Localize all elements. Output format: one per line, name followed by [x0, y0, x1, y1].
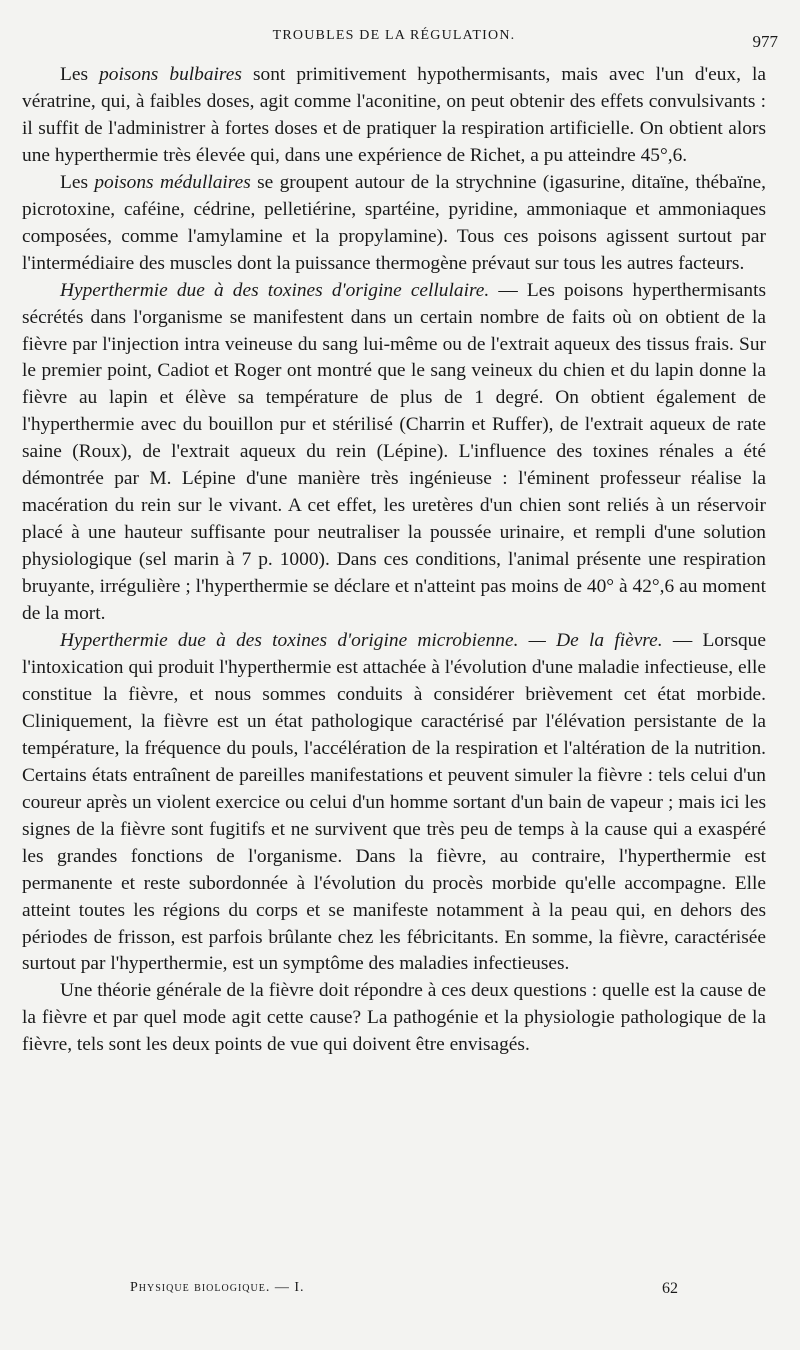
paragraph-text: Une théorie générale de la fièvre doit répondre à ces deux questions : quelle est la cause de la fièvre et par quel mode agit cette cause? La pathogénie et la physiologie pathologique de la fièvre, tels sont les deux points de vue qui doivent être envisagés.: [22, 980, 766, 1056]
paragraph-text: sont primitivement hypothermisants, mais avec l'un d'eux, la vératrine, qui, à faibles doses, agit comme l'aconitine, on peut obtenir des effets convulsivants : il suffit de l'administrer à fortes doses et de pratiquer la respiration artificielle. On obtient alors une hyperthermie très élevée qui, dans une expérience de Richet, a pu atteindre 45°,6.: [22, 64, 766, 166]
paragraph-italic-term: poisons médullaires: [94, 171, 251, 193]
paragraph-text: — Lorsque l'intoxication qui produit l'hyperthermie est attachée à l'évolution d'une maladie infectieuse, elle constitue la fièvre, et nous sommes conduits à considérer brièvement cet état morbide. Cliniquement, la fièvre est un état pathologique caractérisé par l'élévation persistante de la température, la fréquence du pouls, l'accélération de la respiration et l'altération de la nutrition. Certains états entraînent de pareilles manifestations et peuvent simuler la fièvre : tels celui d'un coureur après un violent exercice ou celui d'un homme sortant d'un bain de vapeur ; mais ici les signes de la fièvre sont fugitifs et ne survivent que très peu de temps à la cause qui a exaspéré les grandes fonctions de l'organisme. Dans la fièvre, au contraire, l'hyperthermie est permanente et reste subordonnée à l'évolution du procès morbide qu'elle accompagne. Elle atteint toutes les régions du corps et se manifeste notamment à la peau qui, en dehors des périodes de frisson, est parfois brûlante chez les fébricitants. En somme, la fièvre, caractérisée surtout par l'hyperthermie, est un symptôme des maladies infectieuses.: [22, 630, 766, 975]
running-header: [22, 28, 778, 52]
paragraph-toxines-cellulaires: [22, 278, 766, 628]
paragraph-toxines-microbiennes: [22, 628, 766, 978]
footer-signature-number: 62: [662, 1280, 678, 1297]
paragraph-text: se groupent autour de la strychnine (igasurine, ditaïne, thébaïne, picrotoxine, caféine, cédrine, pelletiérine, spartéine, pyridine, ammoniaque et ammoniaques composées, comme l'amylamine et la propylamine). Tous ces poisons agissent surtout par l'intermédiaire des muscles dont la puissance thermogène prévaut sur tous les autres facteurs.: [22, 171, 766, 274]
page-footer: [22, 1280, 766, 1300]
paragraph-italic-term: poisons bulbaires: [99, 64, 242, 85]
paragraph-poisons-medullaires: [22, 170, 766, 278]
page-number: 977: [752, 32, 778, 51]
body-text: [22, 62, 766, 1059]
paragraph-lead: Les: [60, 64, 100, 85]
section-heading: Hyperthermie due à des toxines d'origine cellulaire.: [60, 279, 490, 301]
paragraph-theorie-fievre: [22, 978, 766, 1059]
paragraph-text: — Les poisons hyperthermisants sécrétés dans l'organisme se manifestent dans un certain nombre de faits où on obtient de la fièvre par l'injection intra veineuse du sang lui-même ou de l'extrait aqueux des tissus frais. Sur le premier point, Cadiot et Roger ont montré que le sang veineux du chien et du lapin donne la fièvre au lapin et élève sa température de plus de 1 degré. On obtient également de l'hyperthermie avec du bouillon pur et stérilisé (Charrin et Ruffer), de l'extrait aqueux de rate saine (Roux), de l'extrait aqueux du rein (Lépine). L'influence des toxines rénales a été démontrée par M. Lépine d'une manière très ingénieuse : l'éminent professeur réalise la macération du rein sur le vivant. A cet effet, les uretères d'un chien sont reliés à un réservoir placé à une hauteur suffisante pour neutraliser la poussée urinaire, et rempli d'une solution physiologique (sel marin à 7 p. 1000). Dans ces conditions, l'animal présente une respiration bruyante, irrégulière ; l'hyperthermie se déclare et n'atteint pas moins de 40° à 42°,6 au moment de la mort.: [22, 279, 767, 625]
running-title: TROUBLES DE LA RÉGULATION.: [272, 28, 516, 43]
footer-signature: Physique biologique. — I.: [130, 1280, 305, 1295]
paragraph-poisons-bulbaires: [22, 62, 766, 170]
section-heading: Hyperthermie due à des toxines d'origine microbienne. — De la fièvre.: [60, 630, 663, 652]
paragraph-lead: Les: [60, 171, 95, 193]
